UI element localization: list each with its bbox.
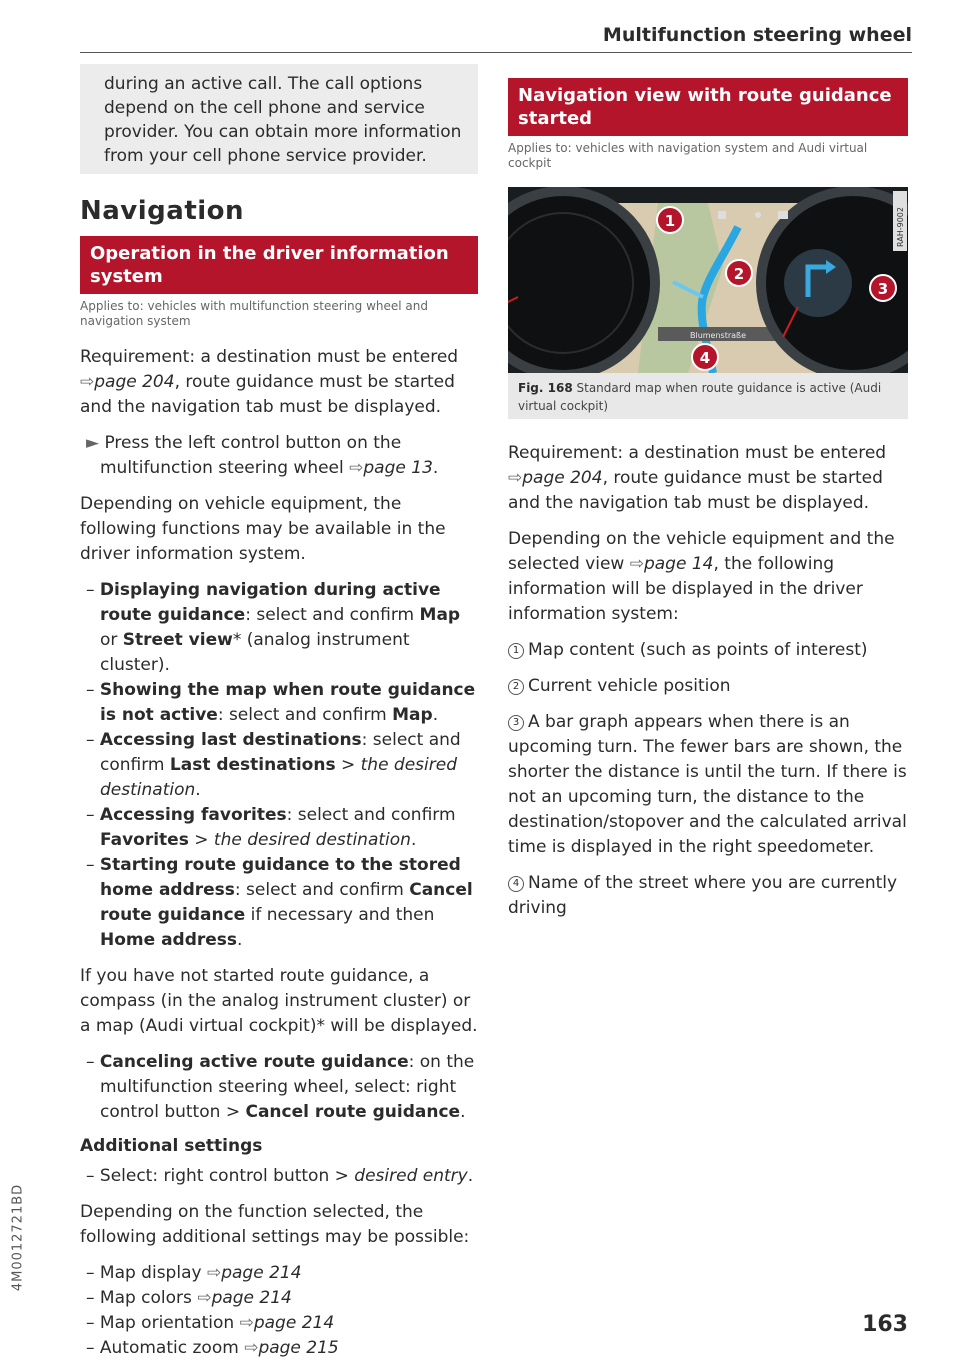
- legend-item: 1 Map content (such as points of interest): [508, 638, 908, 663]
- subsection-title-right: Navigation view with route guidance started: [508, 78, 908, 136]
- callout-number: 3: [508, 715, 524, 731]
- right-column: [508, 78, 908, 932]
- additional-settings-title: Additional settings: [80, 1136, 263, 1156]
- street-label: Blumenstraße: [689, 331, 747, 340]
- legend-item: 3 A bar graph appears when there is an upcoming turn. The fewer bars are shown, the shorter the distance is until the turn. If there is not an upcoming turn, the distance to the destination/stopover and the calculated arrival time is displayed in the right speedometer.: [508, 712, 907, 857]
- page-link[interactable]: page 14: [643, 554, 714, 574]
- press-instruction: ► Press the left control button on the multifunction steering wheel ⇨page 13.: [86, 433, 439, 478]
- svg-text:3: 3: [877, 280, 889, 298]
- legend-item: 4 Name of the street where you are currently driving: [508, 873, 898, 918]
- page-link[interactable]: page 204: [522, 468, 603, 488]
- applies-to-right: Applies to: vehicles with navigation system and Audi virtual cockpit: [508, 141, 868, 170]
- callout-3: [870, 275, 896, 301]
- section-title: Navigation: [80, 196, 245, 226]
- depending-paragraph: Depending on vehicle equipment, the following functions may be available in the driver information system.: [80, 494, 446, 564]
- page-link[interactable]: page 214: [253, 1313, 335, 1333]
- settings-list: [80, 1261, 478, 1361]
- page-number: 163: [862, 1312, 908, 1337]
- legend-list: [508, 638, 908, 921]
- list-item: – Starting route guidance to the stored home address: select and confirm Cancel route guidance if necessary and then Home address.: [86, 855, 473, 950]
- requirement-paragraph: Requirement: a destination must be entered ⇨page 204, route guidance must be started and the navigation tab must be displayed.: [80, 347, 459, 417]
- svg-text:2: 2: [733, 265, 745, 283]
- list-item: – Automatic zoom ⇨page 215: [86, 1338, 339, 1358]
- callout-1: [657, 207, 683, 233]
- list-item: – Map orientation ⇨page 214: [86, 1313, 335, 1333]
- page-link[interactable]: page 215: [258, 1338, 339, 1358]
- callout-2: [726, 260, 752, 286]
- list-item: – Map display ⇨page 214: [86, 1263, 302, 1283]
- applies-to: Applies to: vehicles with multifunction steering wheel and navigation system: [80, 299, 428, 328]
- figure-caption: Fig. 168 Standard map when route guidance is active (Audi virtual cockpit): [518, 381, 882, 413]
- legend-item: 2 Current vehicle position: [508, 674, 908, 699]
- page-link[interactable]: page 204: [94, 372, 175, 392]
- subsection-title: Operation in the driver information system: [80, 236, 478, 294]
- callout-4: [692, 344, 718, 370]
- depending2-paragraph: Depending on the function selected, the following additional settings may be possible:: [80, 1202, 470, 1247]
- list-item: – Map colors ⇨page 214: [86, 1288, 292, 1308]
- page-link[interactable]: page 214: [221, 1263, 302, 1283]
- list-item: – Accessing favorites: select and confirm Favorites > the desired destination.: [86, 805, 456, 850]
- note-box: [80, 64, 478, 174]
- list-item: – Canceling active route guidance: on the multifunction steering wheel, select: right control button > Cancel route guidance.: [86, 1052, 475, 1122]
- svg-text:1: 1: [664, 212, 676, 230]
- list-item: – Displaying navigation during active route guidance: select and confirm Map or Street view* (analog instrument cluster).: [86, 580, 461, 675]
- figure-code: RAH-9002: [896, 207, 905, 247]
- left-column: [80, 64, 478, 1361]
- list-item: – Accessing last destinations: select and confirm Last destinations > the desired destination.: [86, 730, 461, 800]
- svg-text:4: 4: [699, 349, 711, 367]
- requirement-paragraph-right: Requirement: a destination must be entered ⇨page 204, route guidance must be started and the navigation tab must be displayed.: [508, 443, 887, 513]
- page-link[interactable]: page 214: [211, 1288, 292, 1308]
- note-text: during an active call. The call options depend on the cell phone and service provider. You can obtain more information from your cell phone service provider.: [104, 74, 462, 166]
- cockpit-illustration: [508, 187, 908, 373]
- list-item: – Showing the map when route guidance is not active: select and confirm Map.: [86, 680, 476, 725]
- header-title: Multifunction steering wheel: [602, 24, 912, 46]
- callout-number: 2: [508, 679, 524, 695]
- figure-168: [508, 187, 908, 419]
- callout-number: 4: [508, 876, 524, 892]
- select-instruction: – Select: right control button > desired entry.: [86, 1166, 474, 1186]
- side-code: 4M0012721BD: [10, 1183, 26, 1292]
- depending-paragraph-right: Depending on the vehicle equipment and the selected view ⇨page 14, the following information will be displayed in the driver information system:: [508, 529, 895, 624]
- not-started-paragraph: If you have not started route guidance, a compass (in the analog instrument cluster) or a map (Audi virtual cockpit)* will be displayed.: [80, 966, 478, 1036]
- callout-number: 1: [508, 643, 524, 659]
- page-link[interactable]: page 13: [363, 458, 433, 478]
- page-header: [80, 20, 912, 53]
